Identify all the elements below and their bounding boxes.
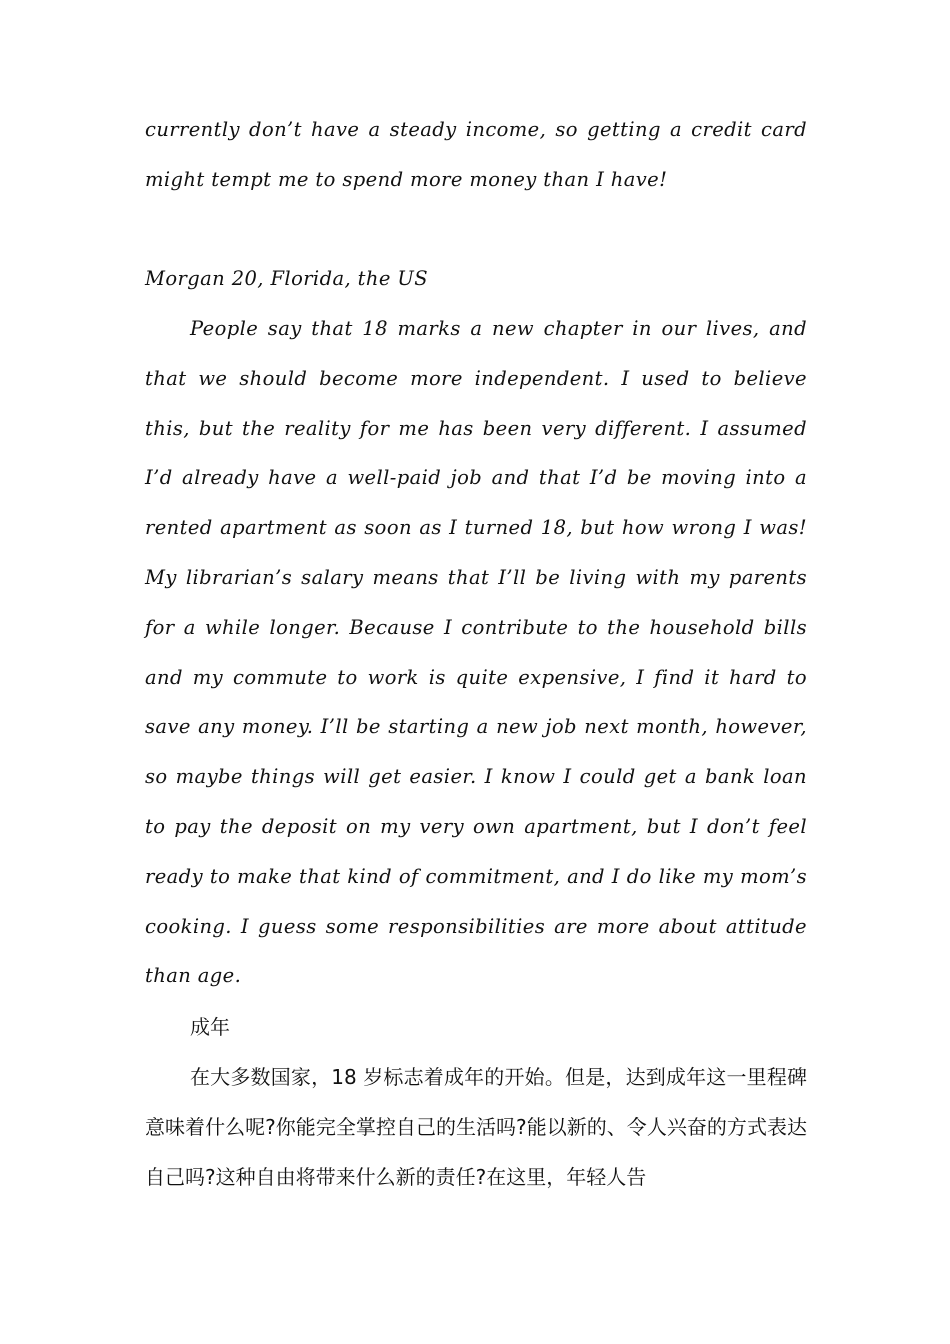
chinese-heading: 成年 — [190, 1015, 230, 1039]
paragraph-morgan: People say that 18 marks a new chapter in our lives, and that we should become more independent. I used to believe this, but the reality for me has been very different. I assumed I’d already have a well-paid job and that I’d be moving into a rented apartment as soon as I turned 18, but how wrong I was! My librarian’s salary means that I’ll be living with my parents for a while longer. Because I contribute to the household bills and my commute to work is quite expensive, I find it hard to save any money. I’ll be starting a new job next month, however, so maybe things will get easier. I know I could get a bank loan to pay the deposit on my very own apartment, but I don’t feel ready to make that kind of commitment, and I do like my mom’s cooking. I guess some responsibilities are more about attitude than age. — [145, 317, 807, 988]
paragraph-previous-speaker-end: currently don’t have a steady income, so getting a credit card might tempt me to spend more money than I have! — [145, 118, 807, 191]
chinese-paragraph: 在大多数国家，18 岁标志着成年的开始。但是，达到成年这一里程碑意味着什么呢?你能完全掌控自己的生活吗?能以新的、令人兴奋的方式表达自己吗?这种自由将带来什么新的责任?在这里，年轻人告 — [145, 1065, 807, 1189]
speaker-heading-morgan: Morgan 20, Florida, the US — [145, 267, 428, 290]
